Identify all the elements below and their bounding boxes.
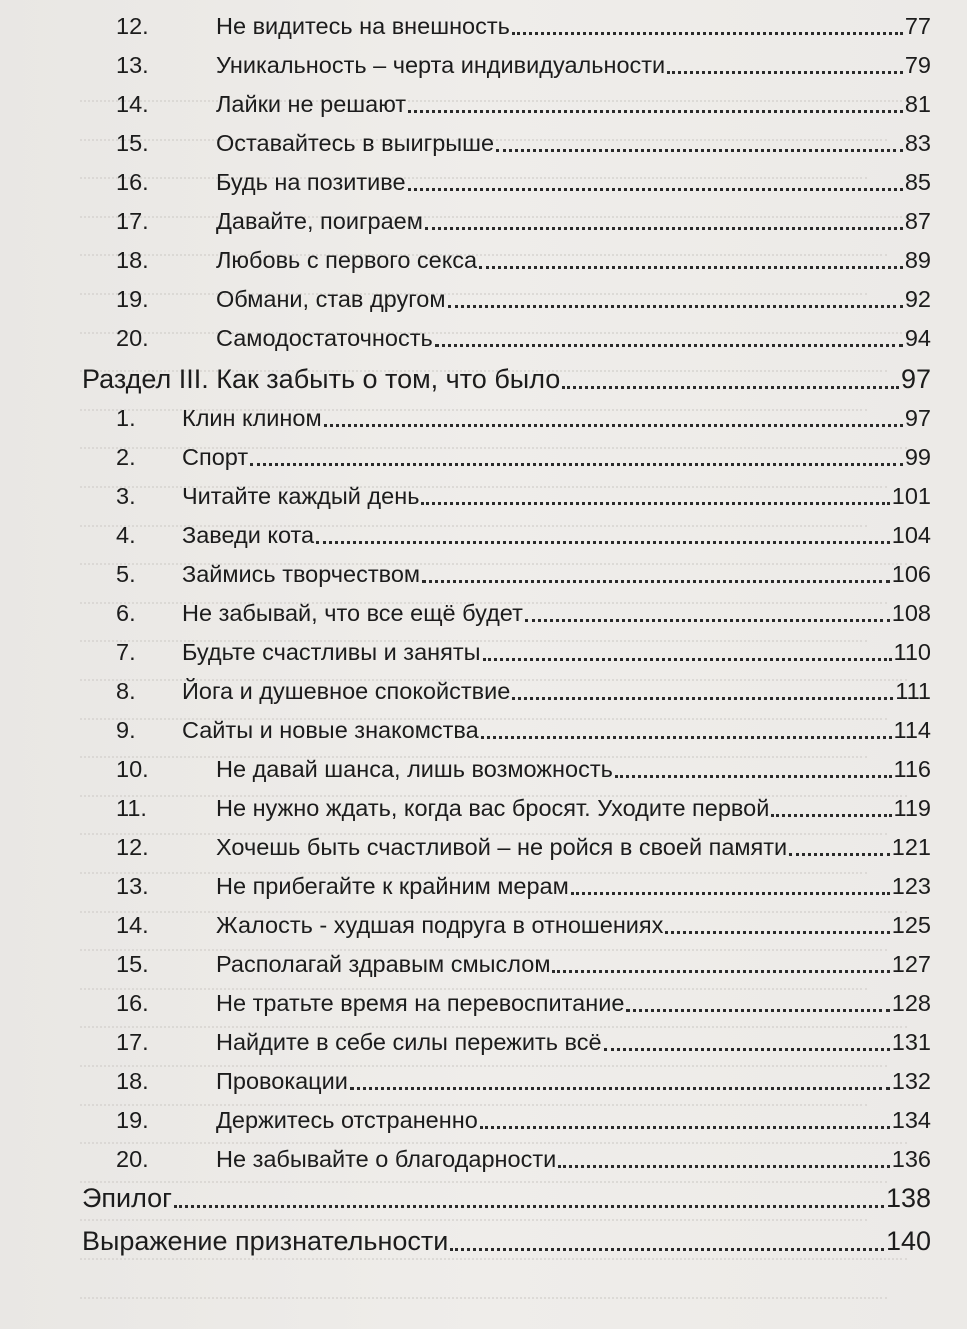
page-number: 87: [904, 208, 931, 234]
entry-body: [82, 363, 931, 395]
page-number: 119: [893, 795, 931, 821]
toc-section-row: [0, 353, 967, 395]
entry-title: Не прибегайте к крайним мерам: [216, 873, 569, 899]
entry-body: [216, 246, 931, 274]
page-number: 81: [904, 91, 931, 117]
entry-body: [182, 638, 931, 666]
entry-body: [182, 716, 931, 744]
toc-entry-row: [0, 119, 967, 157]
dot-leader: [771, 813, 891, 817]
entry-title: Заведи кота: [182, 522, 315, 548]
entry-number: 13.: [116, 873, 149, 899]
entry-title: Будь на позитиве: [216, 169, 406, 195]
entry-number: 14.: [116, 912, 149, 938]
page-number: 123: [891, 873, 931, 899]
entry-number: 17.: [116, 1029, 149, 1055]
toc-entry-row: [0, 236, 967, 274]
toc-entry-row: [0, 589, 967, 627]
entry-title: Любовь с первого секса: [216, 247, 478, 273]
page-number: 136: [891, 1146, 931, 1172]
toc-entry-row: [0, 472, 967, 510]
page-number: 111: [895, 678, 931, 704]
entry-title: Не видитесь на внешность: [216, 13, 510, 39]
entry-body: [216, 833, 931, 861]
dot-leader: [665, 930, 889, 934]
toc-entry-row: [0, 275, 967, 313]
entry-title: Найдите в себе силы пережить всё: [216, 1029, 602, 1055]
entry-title: Не тратьте время на перевоспитание: [216, 990, 625, 1016]
entry-number: 19.: [116, 286, 149, 312]
entry-number: 20.: [116, 1146, 149, 1172]
entry-title: Не забывай, что все ещё будет: [182, 600, 523, 626]
entry-body: [216, 872, 931, 900]
entry-title: Самодостаточность: [216, 325, 433, 351]
entry-title: Провокации: [216, 1068, 348, 1094]
entry-number: 5.: [116, 561, 136, 587]
entry-title: Не давай шанса, лишь возможность: [216, 756, 613, 782]
page-number: 79: [904, 52, 931, 78]
entry-body: [216, 1145, 931, 1173]
toc-entry-row: [0, 745, 967, 783]
entry-number: 13.: [116, 52, 149, 78]
entry-number: 11.: [116, 795, 147, 821]
page-number: 106: [891, 561, 931, 587]
page-number: 138: [885, 1183, 931, 1213]
entry-body: [182, 560, 931, 588]
dot-leader: [562, 385, 899, 389]
entry-body: [216, 51, 931, 79]
toc-entry-row: [0, 667, 967, 705]
toc-entry-row: [0, 862, 967, 900]
toc-entry-row: [0, 550, 967, 588]
entry-title: Не нужно ждать, когда вас бросят. Уходите первой: [216, 795, 770, 821]
page-number: 104: [891, 522, 931, 548]
entry-title: Спорт: [182, 444, 249, 470]
dot-leader: [316, 540, 890, 544]
dot-leader: [479, 265, 903, 269]
entry-body: [216, 950, 931, 978]
toc-entry-row: [0, 314, 967, 352]
section-title: Раздел III. Как забыть о том, что было: [82, 364, 561, 394]
dot-leader: [615, 774, 892, 778]
entry-body: [216, 90, 931, 118]
entry-number: 20.: [116, 325, 149, 351]
dot-leader: [552, 969, 889, 973]
entry-title: Хочешь быть счастливой – не ройся в своей памяти: [216, 834, 788, 860]
entry-title: Жалость - худшая подруга в отношениях: [216, 912, 664, 938]
entry-body: [216, 207, 931, 235]
entry-number: 14.: [116, 91, 149, 117]
entry-number: 1.: [116, 405, 136, 431]
dot-leader: [350, 1086, 890, 1090]
entry-body: [216, 755, 931, 783]
dot-leader: [604, 1047, 890, 1051]
entry-number: 15.: [116, 130, 149, 156]
entry-number: 2.: [116, 444, 136, 470]
entry-number: 15.: [116, 951, 149, 977]
entry-body: [82, 1225, 931, 1257]
toc-entry-row: [0, 511, 967, 549]
page-number: 89: [904, 247, 931, 273]
entry-title: Йога и душевное спокойствие: [182, 678, 511, 704]
page-number: 85: [904, 169, 931, 195]
page-number: 132: [891, 1068, 931, 1094]
entry-title: Располагай здравым смыслом: [216, 951, 551, 977]
entry-body: [216, 911, 931, 939]
dot-leader: [448, 304, 903, 308]
dot-leader: [667, 70, 903, 74]
entry-body: [182, 521, 931, 549]
entry-number: 4.: [116, 522, 136, 548]
toc-entry-row: [0, 940, 967, 978]
dot-leader: [174, 1204, 884, 1208]
entry-number: 18.: [116, 247, 149, 273]
dot-leader: [450, 1247, 884, 1251]
toc-entry-row: [0, 901, 967, 939]
entry-title: Держитесь отстраненно: [216, 1107, 478, 1133]
entry-body: [216, 129, 931, 157]
dot-leader: [425, 226, 903, 230]
page-number: 97: [904, 405, 931, 431]
entry-body: [182, 443, 931, 471]
entry-title: Не забывайте о благодарности: [216, 1146, 557, 1172]
toc-entry-row: [0, 1096, 967, 1134]
toc-entry-row: [0, 197, 967, 235]
page-number: 140: [885, 1226, 931, 1256]
toc-entry-row: [0, 784, 967, 822]
dot-leader: [481, 735, 892, 739]
toc-section-row: [0, 1172, 967, 1214]
dot-leader: [250, 462, 903, 466]
page-number: 92: [904, 286, 931, 312]
entry-title: Оставайтесь в выигрыше: [216, 130, 495, 156]
page-number: 108: [891, 600, 931, 626]
entry-title: Займись творчеством: [182, 561, 421, 587]
entry-number: 10.: [116, 756, 149, 782]
toc-entry-row: [0, 1018, 967, 1056]
page-number: 128: [891, 990, 931, 1016]
page-number: 127: [891, 951, 931, 977]
entry-body: [182, 404, 931, 432]
toc-entry-row: [0, 979, 967, 1017]
entry-title: Клин клином: [182, 405, 322, 431]
page-number: 116: [893, 756, 931, 782]
page-number: 131: [891, 1029, 931, 1055]
dot-leader: [421, 501, 889, 505]
dot-leader: [525, 618, 890, 622]
entry-body: [182, 677, 931, 705]
entry-body: [216, 989, 931, 1017]
page-number: 83: [904, 130, 931, 156]
toc-entry-row: [0, 41, 967, 79]
entry-body: [216, 285, 931, 313]
toc-entry-row: [0, 706, 967, 744]
toc-section-row: [0, 1215, 967, 1257]
dot-leader: [422, 579, 890, 583]
dot-leader: [789, 852, 890, 856]
dot-leader: [626, 1008, 889, 1012]
toc-entry-row: [0, 433, 967, 471]
entry-title: Лайки не решают: [216, 91, 407, 117]
entry-body: [216, 12, 931, 40]
page-number: 114: [893, 717, 931, 743]
entry-number: 9.: [116, 717, 136, 743]
entry-title: Давайте, поиграем: [216, 208, 423, 234]
toc-entry-row: [0, 628, 967, 666]
page-number: 134: [891, 1107, 931, 1133]
dot-leader: [558, 1164, 890, 1168]
entry-body: [182, 482, 931, 510]
page-number: 99: [904, 444, 931, 470]
entry-number: 16.: [116, 990, 149, 1016]
toc-entry-row: [0, 1135, 967, 1173]
entry-body: [216, 1028, 931, 1056]
dot-leader: [324, 423, 903, 427]
entry-title: Уникальность – черта индивидуальности: [216, 52, 666, 78]
entry-body: [216, 168, 931, 196]
entry-number: 18.: [116, 1068, 149, 1094]
dot-leader: [483, 657, 892, 661]
page-number: 121: [891, 834, 931, 860]
dot-leader: [408, 187, 903, 191]
dot-leader: [512, 31, 903, 35]
section-title: Эпилог: [82, 1183, 173, 1213]
entry-body: [82, 1182, 931, 1214]
toc-entry-row: [0, 80, 967, 118]
entry-title: Сайты и новые знакомства: [182, 717, 479, 743]
entry-body: [182, 599, 931, 627]
page-number: 110: [893, 639, 931, 665]
entry-body: [216, 324, 931, 352]
entry-number: 7.: [116, 639, 136, 665]
entry-number: 6.: [116, 600, 136, 626]
page-number: 97: [900, 364, 931, 394]
entry-title: Обмани, став другом: [216, 286, 446, 312]
entry-body: [216, 1067, 931, 1095]
page-number: 125: [891, 912, 931, 938]
dot-leader: [480, 1125, 890, 1129]
page-number: 94: [904, 325, 931, 351]
dot-leader: [435, 343, 903, 347]
entry-body: [216, 1106, 931, 1134]
toc-entry-row: [0, 158, 967, 196]
toc-entry-row: [0, 394, 967, 432]
section-title: Выражение признательности: [82, 1226, 449, 1256]
toc-entry-row: [0, 823, 967, 861]
entry-number: 17.: [116, 208, 149, 234]
dot-leader: [496, 148, 903, 152]
page-number: 77: [904, 13, 931, 39]
dot-leader: [571, 891, 890, 895]
entry-number: 12.: [116, 13, 149, 39]
toc-entry-row: [0, 1057, 967, 1095]
entry-body: [216, 794, 931, 822]
entry-number: 3.: [116, 483, 136, 509]
toc-entry-row: [0, 2, 967, 40]
page-number: 101: [891, 483, 931, 509]
dot-leader: [408, 109, 903, 113]
entry-title: Читайте каждый день: [182, 483, 420, 509]
dot-leader: [512, 696, 893, 700]
entry-title: Будьте счастливы и заняты: [182, 639, 481, 665]
entry-number: 19.: [116, 1107, 149, 1133]
entry-number: 12.: [116, 834, 149, 860]
entry-number: 8.: [116, 678, 136, 704]
entry-number: 16.: [116, 169, 149, 195]
